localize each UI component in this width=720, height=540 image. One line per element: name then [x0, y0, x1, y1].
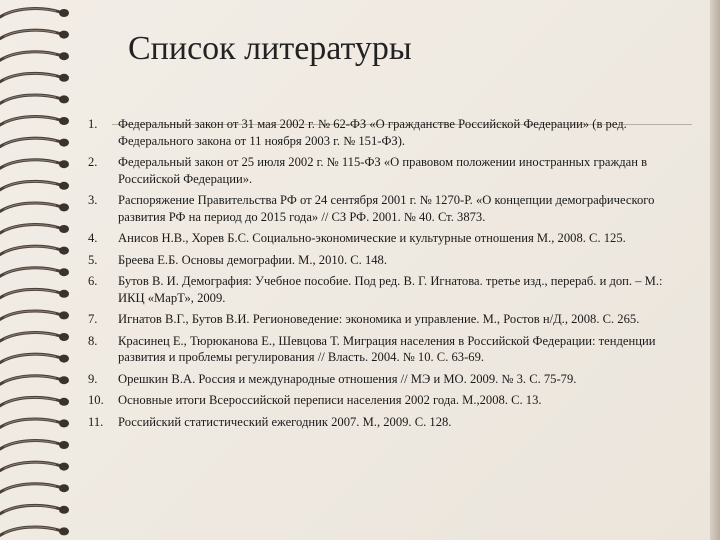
reference-text: Основные итоги Всероссийской переписи населения 2002 года. М.,2008. С. 13. — [118, 393, 542, 407]
reference-number: 4. — [88, 231, 98, 245]
reference-number: 3. — [88, 193, 98, 207]
binding-ring — [0, 30, 69, 38]
reference-number: 11. — [88, 414, 104, 429]
binding-ring — [0, 311, 69, 319]
binding-ring — [0, 246, 69, 254]
binding-ring — [0, 160, 69, 168]
binding-ring — [0, 138, 69, 146]
reference-text: Орешкин В.А. Россия и международные отношения // МЭ и МО. 2009. № 3. С. 75-79. — [118, 371, 577, 386]
reference-number: 7. — [88, 312, 98, 326]
binding-ring — [0, 73, 69, 81]
reference-number: 2. — [88, 155, 98, 169]
reference-list — [88, 116, 683, 435]
reference-item — [88, 371, 683, 388]
reference-item — [88, 414, 683, 431]
reference-text: Федеральный закон от 25 июля 2002 г. № 115-ФЗ «О правовом положении иностранных граждан в Российской Федерации». — [118, 155, 648, 186]
reference-item — [88, 392, 683, 409]
reference-item — [88, 252, 683, 269]
binding-ring — [0, 505, 69, 513]
reference-number: 8. — [88, 333, 98, 348]
reference-text: Бутов В. И. Демография: Учебное пособие. Под ред. В. Г. Игнатова. третье изд., перераб. и доп. – М.: ИКЦ «МарТ», 2009. — [118, 274, 663, 305]
reference-text: Распоряжение Правительства РФ от 24 сентября 2001 г. № 1270-Р. «О концепции демографического развития РФ на период до 2015 года» // СЗ РФ. 2001. № 40. Ст. 3873. — [118, 193, 655, 224]
reference-text: Российский статистический ежегодник 2007. М., 2009. С. 128. — [118, 414, 452, 429]
binding-ring — [0, 441, 69, 449]
reference-text: Бреева Е.Б. Основы демографии. М., 2010. С. 148. — [118, 252, 387, 267]
reference-item — [88, 192, 683, 225]
reference-item — [88, 273, 683, 306]
binding-ring — [0, 268, 69, 276]
reference-text: Федеральный закон от 31 мая 2002 г. № 62-ФЗ «О гражданстве Российской Федерации» (в ред. Федерального закона от 11 ноября 2003 г. № 151-ФЗ). — [118, 117, 627, 148]
reference-text: Анисов Н.В., Хорев Б.С. Социально-экономические и культурные отношения М., 2008. С. 125. — [118, 231, 626, 245]
reference-item — [88, 333, 683, 366]
reference-number: 1. — [88, 117, 98, 131]
binding-ring — [0, 462, 69, 470]
reference-number: 10. — [88, 393, 104, 407]
reference-item — [88, 154, 683, 187]
reference-text: Красинец Е., Тюрюканова Е., Шевцова Т. Миграция населения в Российской Федерации: тенденции развития и проблемы регулирования // Власть. 2004. № 10. С. 63-69. — [118, 333, 656, 364]
binding-ring — [0, 181, 69, 189]
binding-ring — [0, 354, 69, 362]
binding-ring — [0, 203, 69, 211]
binding-ring — [0, 397, 69, 405]
reference-number: 9. — [88, 371, 98, 386]
binding-ring — [0, 9, 69, 17]
binding-ring — [0, 95, 69, 103]
binding-ring — [0, 117, 69, 125]
reference-text: Игнатов В.Г., Бутов В.И. Регионоведение: экономика и управление. М., Ростов н/Д., 2008. С. 265. — [118, 312, 640, 326]
page-title: Список литературы — [128, 30, 412, 67]
binding-ring — [0, 52, 69, 60]
binding-ring — [0, 333, 69, 341]
binding-ring — [0, 289, 69, 297]
reference-number: 5. — [88, 252, 98, 267]
binding-ring — [0, 527, 69, 535]
binding-ring — [0, 376, 69, 384]
reference-item — [88, 311, 683, 328]
binding-ring — [0, 225, 69, 233]
reference-item — [88, 230, 683, 247]
binding-ring — [0, 419, 69, 427]
reference-item — [88, 116, 683, 149]
spiral-binding — [0, 0, 80, 540]
reference-number: 6. — [88, 274, 98, 288]
binding-ring — [0, 484, 69, 492]
